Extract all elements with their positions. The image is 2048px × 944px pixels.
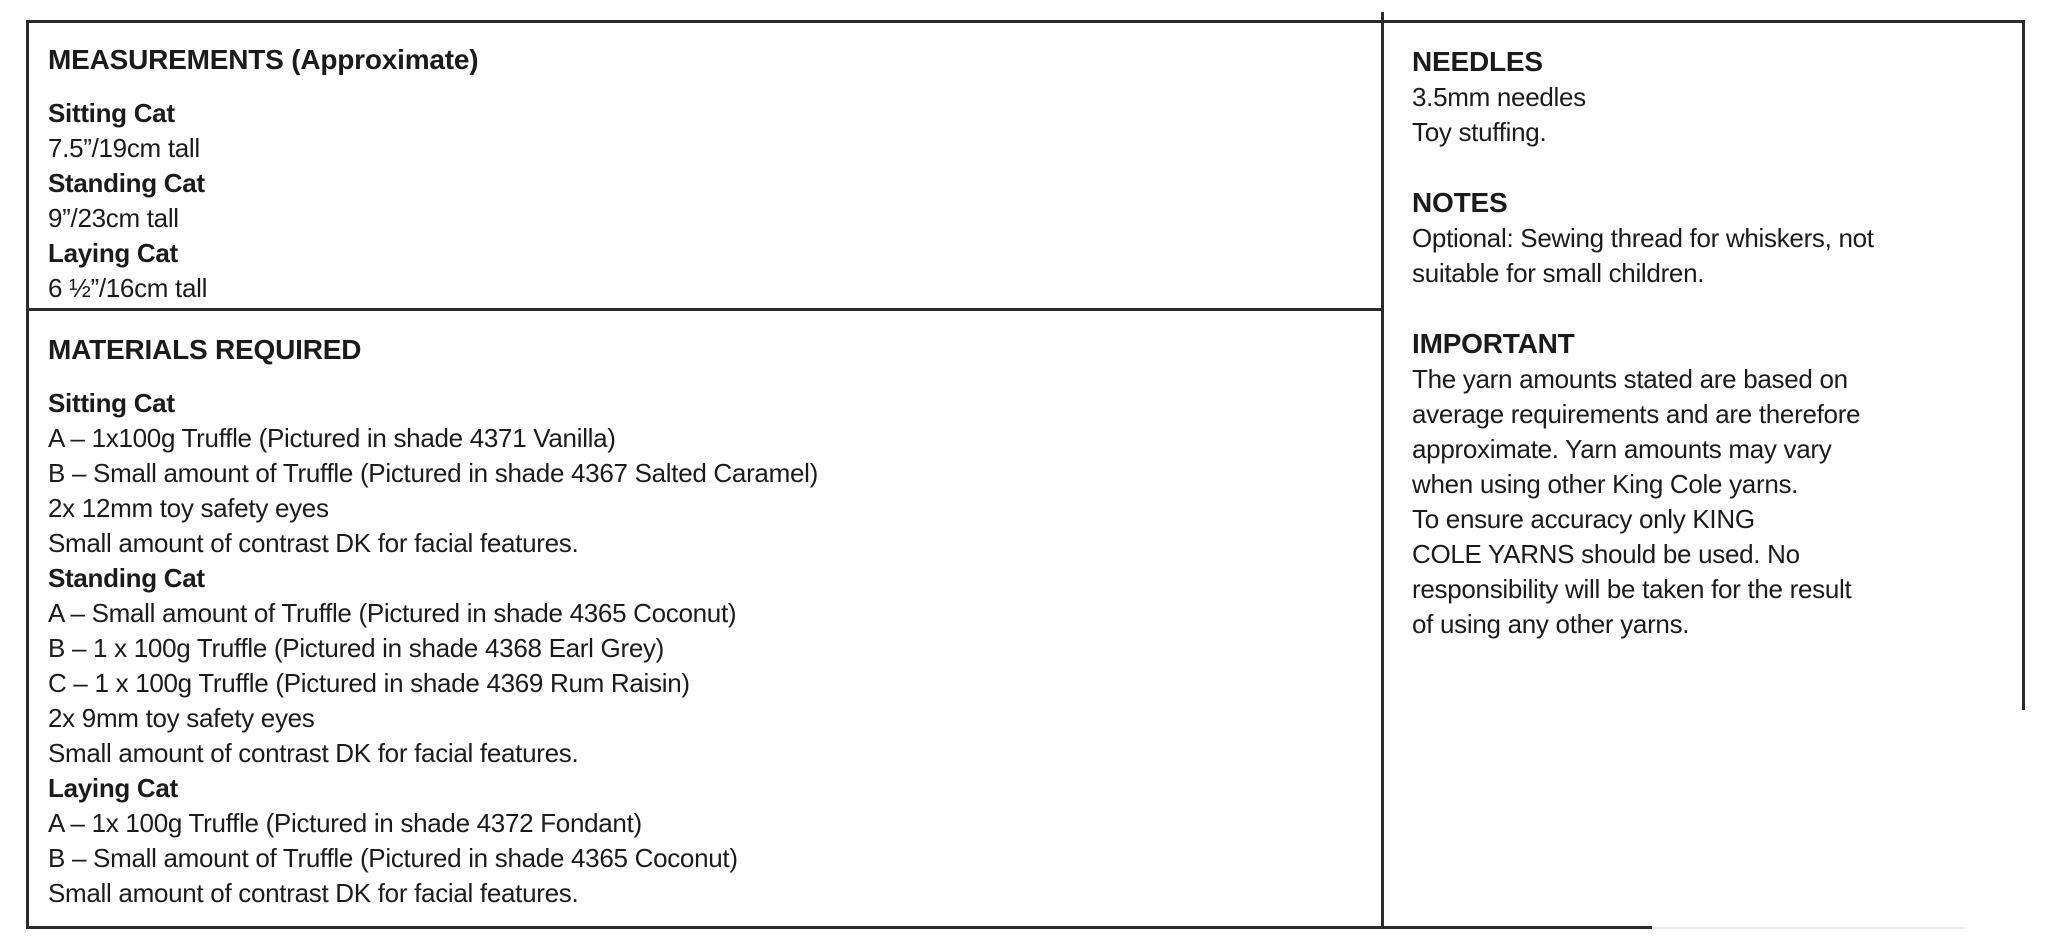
text-line: 9”/23cm tall bbox=[48, 203, 179, 233]
right-column bbox=[1412, 44, 1874, 642]
text-line: 7.5”/19cm tall bbox=[48, 133, 200, 163]
subheading-line: Laying Cat bbox=[48, 773, 178, 803]
box-bottom-border bbox=[26, 926, 1652, 929]
important-section bbox=[1412, 326, 1874, 642]
text-line: B – 1 x 100g Truffle (Pictured in shade 4368 Earl Grey) bbox=[48, 633, 665, 663]
text-line: A – 1x 100g Truffle (Pictured in shade 4372 Fondant) bbox=[48, 808, 642, 838]
needles-lines bbox=[1412, 80, 1874, 150]
text-line: 2x 12mm toy safety eyes bbox=[48, 493, 329, 523]
notes-lines bbox=[1412, 221, 1874, 291]
important-title: IMPORTANT bbox=[1412, 328, 1575, 359]
box-top-border bbox=[26, 20, 2025, 23]
text-line: Optional: Sewing thread for whiskers, not bbox=[1412, 223, 1874, 253]
subheading-line: Sitting Cat bbox=[48, 388, 175, 418]
measurements-materials-divider-line bbox=[26, 308, 1384, 311]
subheading-line: Laying Cat bbox=[48, 238, 178, 268]
subheading-line: Standing Cat bbox=[48, 168, 205, 198]
needles-title: NEEDLES bbox=[1412, 46, 1543, 77]
text-line: suitable for small children. bbox=[1412, 258, 1705, 288]
text-line: average requirements and are therefore bbox=[1412, 399, 1861, 429]
text-line: when using other King Cole yarns. bbox=[1412, 469, 1799, 499]
measurements-section bbox=[48, 40, 478, 306]
text-line: 3.5mm needles bbox=[1412, 82, 1586, 112]
text-line: Small amount of contrast DK for facial features. bbox=[48, 528, 579, 558]
text-line: 6 ½”/16cm tall bbox=[48, 273, 208, 303]
column-divider-line bbox=[1381, 12, 1384, 929]
text-line: To ensure accuracy only KING bbox=[1412, 504, 1755, 534]
text-line: responsibility will be taken for the result bbox=[1412, 574, 1852, 604]
text-line: A – 1x100g Truffle (Pictured in shade 4371 Vanilla) bbox=[48, 423, 616, 453]
text-line: Small amount of contrast DK for facial features. bbox=[48, 878, 579, 908]
text-line: B – Small amount of Truffle (Pictured in shade 4365 Coconut) bbox=[48, 843, 738, 873]
text-line: of using any other yarns. bbox=[1412, 609, 1690, 639]
notes-section bbox=[1412, 185, 1874, 291]
text-line: The yarn amounts stated are based on bbox=[1412, 364, 1848, 394]
box-bottom-border-faint bbox=[1652, 927, 1964, 929]
important-lines bbox=[1412, 362, 1874, 642]
notes-title: NOTES bbox=[1412, 187, 1508, 218]
materials-required-title: MATERIALS REQUIRED bbox=[48, 334, 362, 365]
materials-required-section bbox=[48, 330, 818, 911]
subheading-line: Standing Cat bbox=[48, 563, 205, 593]
measurements-lines bbox=[48, 96, 478, 306]
box-left-border bbox=[26, 20, 29, 929]
text-line: C – 1 x 100g Truffle (Pictured in shade 4369 Rum Raisin) bbox=[48, 668, 690, 698]
text-line: A – Small amount of Truffle (Pictured in shade 4365 Coconut) bbox=[48, 598, 737, 628]
box-right-border bbox=[2022, 20, 2025, 710]
measurements-title: MEASUREMENTS (Approximate) bbox=[48, 44, 479, 75]
text-line: COLE YARNS should be used. No bbox=[1412, 539, 1800, 569]
text-line: 2x 9mm toy safety eyes bbox=[48, 703, 315, 733]
subheading-line: Sitting Cat bbox=[48, 98, 175, 128]
text-line: Small amount of contrast DK for facial features. bbox=[48, 738, 579, 768]
text-line: Toy stuffing. bbox=[1412, 117, 1547, 147]
text-line: approximate. Yarn amounts may vary bbox=[1412, 434, 1832, 464]
needles-section bbox=[1412, 44, 1874, 150]
text-line: B – Small amount of Truffle (Pictured in shade 4367 Salted Caramel) bbox=[48, 458, 818, 488]
materials-required-lines bbox=[48, 386, 818, 911]
